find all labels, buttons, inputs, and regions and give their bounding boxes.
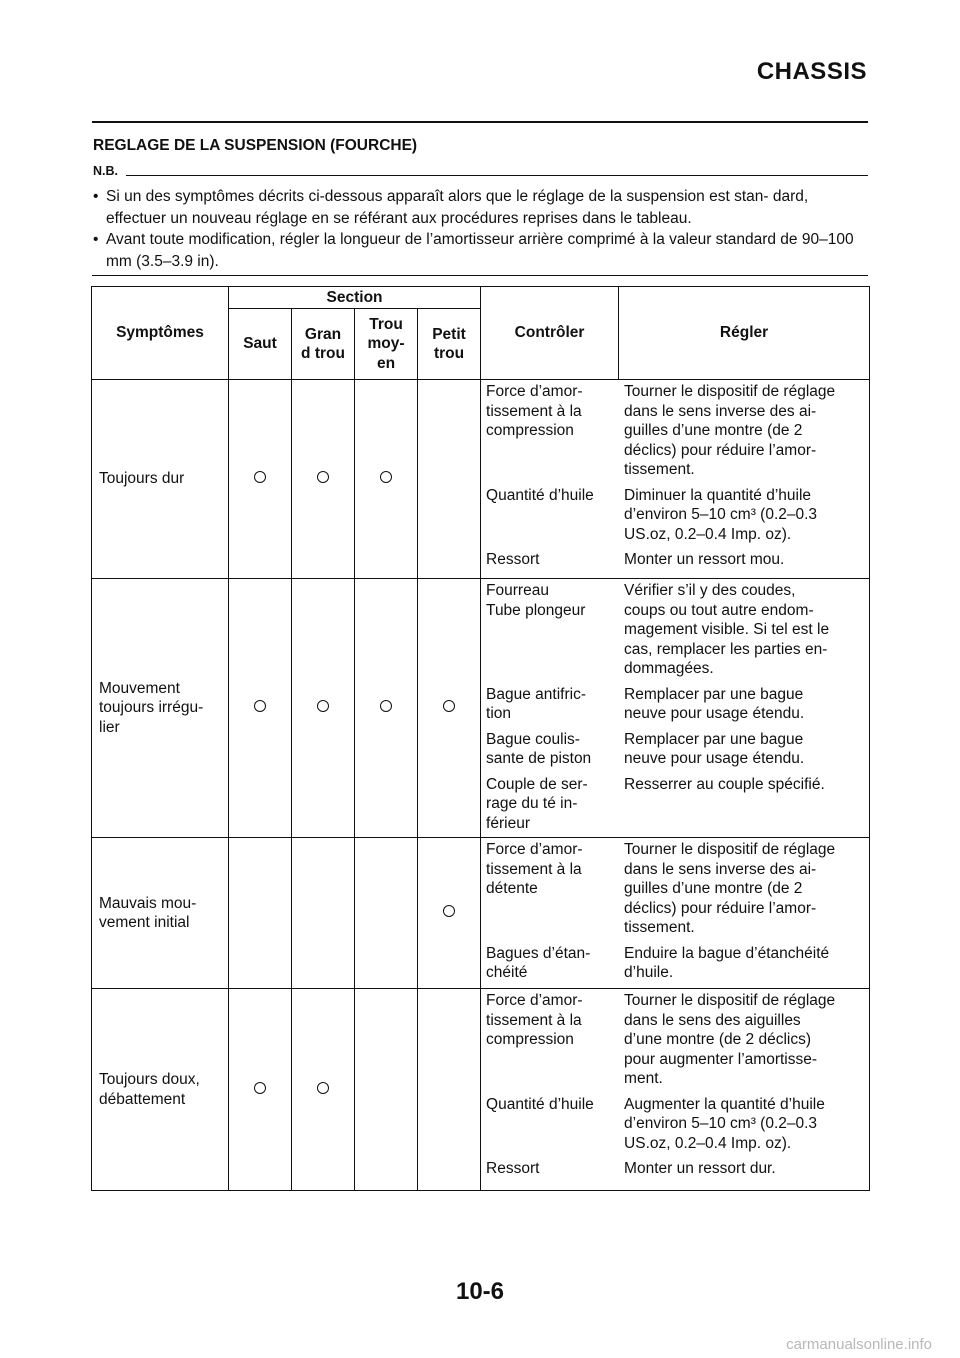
adjust-line: coups ou tout autre endom- — [624, 601, 814, 619]
adjust-line: déclics) pour réduire l’amor- — [624, 441, 817, 459]
check-line: compression — [486, 1031, 574, 1048]
check-line: Bagues d’étan- — [486, 944, 591, 962]
adjust-line: Tourner le dispositif de réglage — [624, 992, 836, 1009]
table-body — [92, 380, 870, 1191]
circle-mark-icon — [443, 700, 455, 712]
check-line: tissement à la — [486, 1011, 582, 1029]
table-row — [92, 380, 870, 579]
watermark: carmanualsonline.info — [786, 1336, 932, 1353]
mark-cell-grand — [292, 579, 355, 838]
header-adjust: Régler — [619, 287, 870, 380]
header-petit-trou: Petit trou — [418, 309, 481, 380]
adjust-text — [619, 685, 869, 724]
mark-cell-grand — [292, 380, 355, 579]
check-adjust-cell — [481, 838, 870, 989]
check-line: Ressort — [486, 551, 540, 568]
adjust-text — [619, 730, 869, 769]
symptom-line: Mauvais mou- — [99, 894, 197, 912]
header-section: Section — [229, 287, 481, 309]
page-number: 10-6 — [455, 1278, 505, 1305]
adjust-line: magement visible. Si tel est le — [624, 621, 830, 638]
adjust-line: ment. — [624, 1070, 663, 1087]
check-adjust-pair — [481, 382, 869, 480]
adjust-line: tissement. — [624, 919, 695, 936]
adjust-line: Enduire la bague d’étanchéité — [624, 944, 830, 962]
adjust-line: dans le sens inverse des ai- — [624, 402, 817, 420]
adjust-line: d’environ 5–10 cm³ (0.2–0.3 — [624, 506, 818, 523]
adjust-text — [619, 944, 869, 983]
mark-cell-moyen — [355, 989, 418, 1191]
adjust-text — [619, 775, 869, 834]
table-row — [92, 989, 870, 1191]
check-adjust-cell — [481, 579, 870, 838]
header-symptoms: Symptômes — [92, 287, 229, 380]
check-line: Bague coulis- — [486, 730, 580, 748]
check-adjust-pair — [481, 550, 869, 570]
chapter-title: CHASSIS — [756, 58, 867, 85]
check-line: Ressort — [486, 1160, 540, 1177]
mark-cell-petit — [418, 380, 481, 579]
note-item: • Avant toute modification, régler la longueur de l’amortisseur arrière comprimé à la valeur standard de 90–100 mm (3.5–3.9 in). — [93, 229, 870, 272]
check-adjust-cell — [481, 380, 870, 579]
adjust-line: Monter un ressort dur. — [624, 1160, 776, 1177]
adjust-line: Monter un ressort mou. — [624, 551, 785, 568]
adjust-line: cas, remplacer les parties en- — [624, 640, 828, 658]
adjust-line: Augmenter la quantité d’huile — [624, 1095, 825, 1113]
circle-mark-icon — [254, 471, 266, 483]
check-line: détente — [486, 880, 538, 897]
symptom-line: toujours irrégu- — [99, 699, 204, 717]
check-adjust-pair — [481, 685, 869, 724]
check-text — [481, 382, 619, 480]
check-text — [481, 550, 619, 570]
check-text — [481, 1159, 619, 1179]
note-item: • Si un des symptômes décrits ci-dessous apparaît alors que le réglage de la suspension est stan- dard, effectuer un nouveau réglage en se référant aux procédures reprises dans le tableau. — [93, 186, 870, 229]
mark-cell-petit — [418, 838, 481, 989]
check-text — [481, 840, 619, 938]
check-line: tissement à la — [486, 860, 582, 878]
adjust-line: tissement. — [624, 461, 695, 478]
symptom-line: vement initial — [99, 914, 190, 931]
header-grand-trou: Gran d trou — [292, 309, 355, 380]
check-line: Quantité d’huile — [486, 1095, 594, 1113]
check-line: tion — [486, 705, 512, 722]
adjust-line: guilles d’une montre (de 2 — [624, 422, 803, 439]
adjust-line: dans le sens des aiguilles — [624, 1011, 801, 1029]
check-line: Force d’amor- — [486, 841, 583, 858]
check-line: compression — [486, 422, 574, 439]
adjust-line: Vérifier s’il y des coudes, — [624, 582, 796, 599]
note-list — [93, 186, 870, 272]
check-line: sante de piston — [486, 750, 592, 767]
symptom-line: lier — [99, 718, 120, 736]
symptom-line: Toujours doux, — [99, 1071, 200, 1088]
check-line: férieur — [486, 814, 530, 832]
mark-cell-petit — [418, 579, 481, 838]
check-adjust-pair — [481, 944, 869, 983]
check-line: tissement à la — [486, 402, 582, 420]
check-line: Force d’amor- — [486, 383, 583, 400]
mark-cell-moyen — [355, 579, 418, 838]
header-saut: Saut — [229, 309, 292, 380]
header-trou-moyen: Trou moy- en — [355, 309, 418, 380]
check-adjust-pair — [481, 991, 869, 1089]
check-adjust-pair — [481, 840, 869, 938]
check-text — [481, 944, 619, 983]
circle-mark-icon — [317, 1082, 329, 1094]
adjust-line: pour augmenter l’amortisse- — [624, 1050, 818, 1068]
check-line: Quantité d’huile — [486, 486, 594, 504]
circle-mark-icon — [380, 700, 392, 712]
suspension-table-wrapper — [91, 286, 869, 1191]
check-adjust-pair — [481, 1095, 869, 1154]
suspension-table — [91, 286, 870, 1191]
adjust-line: d’huile. — [624, 964, 674, 981]
mark-cell-saut — [229, 380, 292, 579]
adjust-line: Remplacer par une bague — [624, 685, 804, 703]
adjust-text — [619, 382, 869, 480]
symptom-line: Mouvement — [99, 679, 180, 697]
adjust-line: Tourner le dispositif de réglage — [624, 383, 836, 400]
check-adjust-pair — [481, 730, 869, 769]
nb-heading — [93, 164, 868, 180]
mark-cell-petit — [418, 989, 481, 1191]
adjust-text — [619, 1159, 869, 1179]
check-adjust-pair — [481, 1159, 869, 1179]
circle-mark-icon — [254, 1082, 266, 1094]
adjust-line: Resserrer au couple spécifié. — [624, 775, 825, 793]
adjust-text — [619, 581, 869, 679]
check-line: Bague antifric- — [486, 685, 586, 703]
mark-cell-moyen — [355, 838, 418, 989]
check-text — [481, 685, 619, 724]
check-text — [481, 730, 619, 769]
adjust-line: US.oz, 0.2–0.4 Imp. oz). — [624, 1134, 792, 1152]
adjust-line: Diminuer la quantité d’huile — [624, 486, 812, 504]
check-line: Force d’amor- — [486, 992, 583, 1009]
header-rule — [92, 121, 868, 123]
check-text — [481, 1095, 619, 1154]
section-title: REGLAGE DE LA SUSPENSION (FOURCHE) — [93, 137, 418, 154]
check-adjust-pair — [481, 581, 869, 679]
circle-mark-icon — [317, 471, 329, 483]
adjust-line: Remplacer par une bague — [624, 730, 804, 748]
adjust-line: guilles d’une montre (de 2 — [624, 880, 803, 897]
mark-cell-saut — [229, 989, 292, 1191]
adjust-text — [619, 1095, 869, 1154]
adjust-line: US.oz, 0.2–0.4 Imp. oz). — [624, 525, 792, 543]
adjust-line: d’environ 5–10 cm³ (0.2–0.3 — [624, 1115, 818, 1132]
symptom-cell — [92, 380, 229, 579]
adjust-line: Tourner le dispositif de réglage — [624, 841, 836, 858]
table-row — [92, 579, 870, 838]
adjust-line: dommagées. — [624, 660, 714, 677]
nb-label: N.B. — [93, 164, 118, 178]
table-row — [92, 838, 870, 989]
check-text — [481, 486, 619, 545]
check-text — [481, 991, 619, 1089]
symptom-cell — [92, 579, 229, 838]
symptom-line: Toujours dur — [99, 470, 185, 488]
adjust-text — [619, 991, 869, 1089]
header-check: Contrôler — [481, 287, 619, 380]
mark-cell-moyen — [355, 380, 418, 579]
nb-rule — [126, 175, 868, 176]
mark-cell-saut — [229, 838, 292, 989]
adjust-text — [619, 486, 869, 545]
circle-mark-icon — [317, 700, 329, 712]
circle-mark-icon — [254, 700, 266, 712]
check-line: chéité — [486, 964, 528, 981]
check-text — [481, 581, 619, 679]
mark-cell-grand — [292, 989, 355, 1191]
check-line: Tube plongeur — [486, 601, 586, 619]
check-adjust-pair — [481, 775, 869, 834]
adjust-text — [619, 840, 869, 938]
check-line: Couple de ser- — [486, 775, 588, 793]
circle-mark-icon — [380, 471, 392, 483]
adjust-line: déclics) pour réduire l’amor- — [624, 899, 817, 917]
check-line: rage du té in- — [486, 795, 578, 812]
check-adjust-pair — [481, 486, 869, 545]
symptom-cell — [92, 989, 229, 1191]
check-adjust-cell — [481, 989, 870, 1191]
mark-cell-grand — [292, 838, 355, 989]
adjust-text — [619, 550, 869, 570]
symptom-cell — [92, 838, 229, 989]
adjust-line: neuve pour usage étendu. — [624, 750, 805, 767]
circle-mark-icon — [443, 905, 455, 917]
mark-cell-saut — [229, 579, 292, 838]
adjust-line: d’une montre (de 2 déclics) — [624, 1031, 812, 1048]
check-text — [481, 775, 619, 834]
adjust-line: dans le sens inverse des ai- — [624, 860, 817, 878]
adjust-line: neuve pour usage étendu. — [624, 705, 805, 722]
check-line: Fourreau — [486, 582, 549, 599]
symptom-line: débattement — [99, 1090, 186, 1108]
notes-rule — [92, 275, 868, 276]
